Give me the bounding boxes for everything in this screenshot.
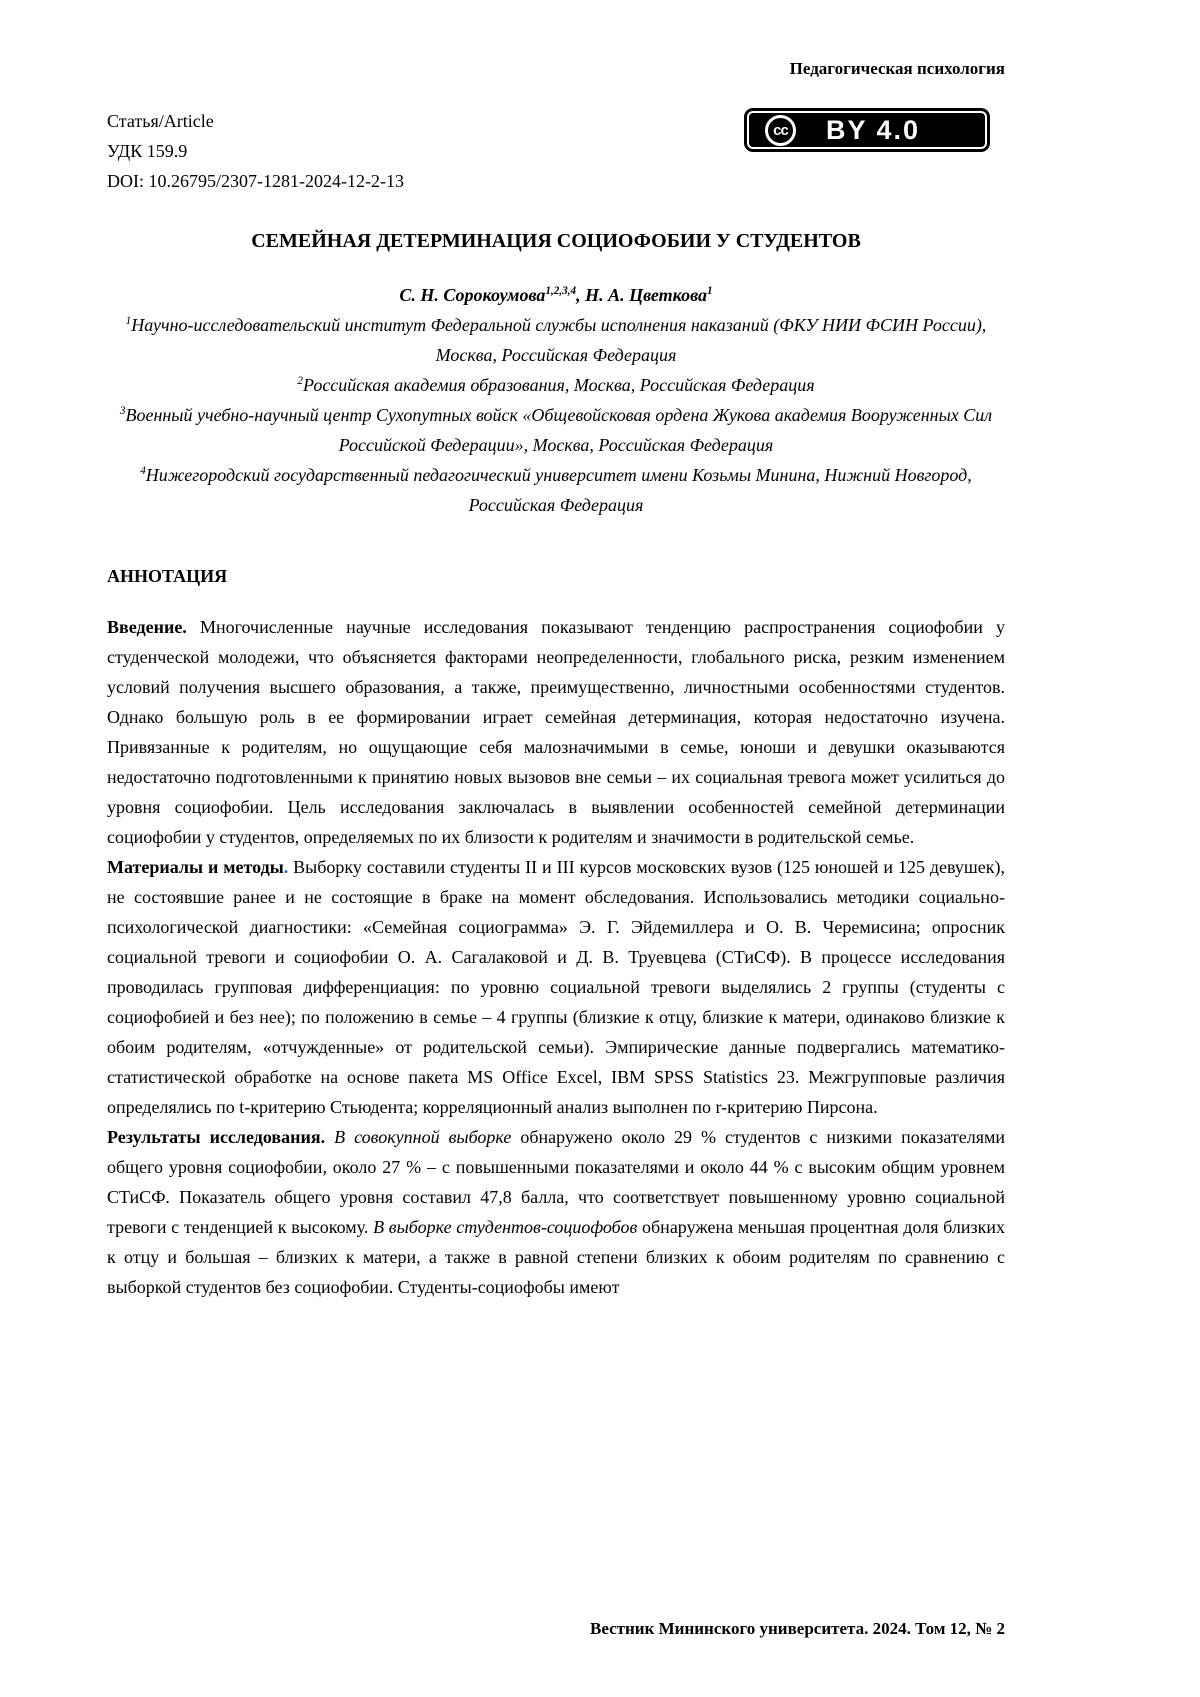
text-run: .: [283, 857, 289, 877]
abstract-body: [107, 612, 1005, 1302]
text-run: Материалы и методы: [107, 857, 284, 877]
text-run: В выборке студентов-социофобов: [373, 1217, 638, 1237]
authors-line: [107, 282, 1005, 308]
text-run: В совокупной выборке: [334, 1127, 512, 1147]
text-run: ,: [576, 285, 586, 305]
text-run: обнаружена меньшая процентная доля близких к отцу и большая – близких к матери, а также в равной степени близких к обоим родителям по сравнению с выборкой студентов без социофобии. Студенты-социофобы имеют: [107, 1217, 1005, 1297]
text-run: 1: [707, 285, 713, 297]
text-run: 1,2,3,4: [545, 285, 577, 297]
text-run: Выборку составили студенты II и III курсов московских вузов (125 юношей и 125 девушек), не состоявшие ранее и не состоящие в браке на момент обследования. Использовались методики социально-психологической диагностики: «Семейная социограмма» Э. Г. Эйдемиллера и О. В. Черемисина; опросник социальной тревоги и социофобии О. А. Сагалаковой и Д. В. Труевцева (СТиСФ). В процессе исследования проводилась групповая дифференциация: по уровню социальной тревоги выделялись 2 группы (студенты с социофобией и без нее); по положению в семье – 4 группы (близкие к отцу, близкие к матери, одинаково близкие к обоим родителям, «отчужденные» от родительской семьи). Эмпирические данные подвергались математико-статистической обработке на основе пакета MS Office Excel, IBM SPSS Statistics 23. Межгрупповые различия определялись по t-критерию Стьюдента; корреляционный анализ выполнен по r-критерию Пирсона.: [107, 857, 1005, 1117]
affiliations-block: [107, 310, 1005, 520]
license-label: BY 4.0: [826, 114, 921, 145]
article-title: СЕМЕЙНАЯ ДЕТЕРМИНАЦИЯ СОЦИОФОБИИ У СТУДЕНТОВ: [251, 230, 861, 252]
abstract-paragraph: [107, 1122, 1005, 1302]
affiliation-text: Нижегородский государственный педагогический университет имени Козьмы Минина, Нижний Новгород, Российская Федерация: [145, 465, 972, 515]
cc-icon: [765, 115, 796, 146]
affiliation-superscript: 2: [297, 375, 303, 387]
page-header-category: Педагогическая психология: [789, 59, 1005, 78]
affiliation-line: [107, 400, 1005, 460]
abstract-paragraph: [107, 612, 1005, 852]
article-meta: [107, 106, 404, 196]
affiliation-superscript: 4: [140, 465, 146, 477]
text-run: С. Н. Сорокоумова: [399, 285, 546, 305]
text-run: [325, 1127, 334, 1147]
text-run: обнаружено около 29 % студентов с низкими показателями общего уровня социофобии, около 27 % – с повышенными показателями и около 44 % с высоким общим уровнем СТиСФ. Показатель общего уровня составил 47,8 балла, что соответствует повышенному уровню социальной тревоги с тенденцией к высокому.: [107, 1127, 1006, 1237]
meta-block: [107, 106, 1005, 196]
abstract-heading: АННОТАЦИЯ: [107, 566, 228, 586]
text-run: Введение.: [107, 617, 187, 637]
affiliation-line: [107, 310, 1005, 370]
journal-footer: Вестник Мининского университета. 2024. Том 12, № 2: [590, 1619, 1005, 1638]
affiliation-text: Военный учебно-научный центр Сухопутных войск «Общевойсковая ордена Жукова академия Вооруженных Сил Российской Федерации», Москва, Российская Федерация: [125, 405, 993, 455]
affiliation-line: [107, 370, 1005, 400]
article-type: Статья/Article: [107, 111, 214, 131]
udc-number: УДК 159.9: [107, 141, 188, 161]
abstract-paragraph: [107, 852, 1005, 1122]
affiliation-line: [107, 460, 1005, 520]
affiliation-superscript: 3: [119, 405, 126, 417]
affiliation-text: Научно-исследовательский институт Федеральной службы исполнения наказаний (ФКУ НИИ ФСИН России), Москва, Российская Федерация: [131, 315, 987, 365]
cc-by-license-badge[interactable]: [744, 108, 990, 152]
affiliation-superscript: 1: [125, 315, 132, 327]
text-run: Н. А. Цветкова: [585, 285, 708, 305]
cc-icon-letters: cc: [773, 121, 788, 139]
text-run: Многочисленные научные исследования показывают тенденцию распространения социофобии у студенческой молодежи, что объясняется факторами неопределенности, глобального риска, резким изменением условий получения высшего образования, а также, преимущественно, личностными особенностями студентов. Однако большую роль в ее формировании играет семейная детерминация, которая недостаточно изучена. Привязанные к родителям, но ощущающие себя малозначимыми в семье, юноши и девушки оказываются недостаточно подготовленными к принятию новых вызовов вне семьи – их социальная тревога может усилиться до уровня социофобии. Цель исследования заключалась в выявлении особенностей семейной детерминации социофобии у студентов, определяемых по их близости к родителям и значимости в родительской семье.: [107, 617, 1005, 847]
doi-number: DOI: 10.26795/2307-1281-2024-12-2-13: [107, 171, 404, 191]
affiliation-text: Российская академия образования, Москва, Российская Федерация: [302, 375, 815, 395]
text-run: Результаты исследования.: [107, 1127, 326, 1147]
